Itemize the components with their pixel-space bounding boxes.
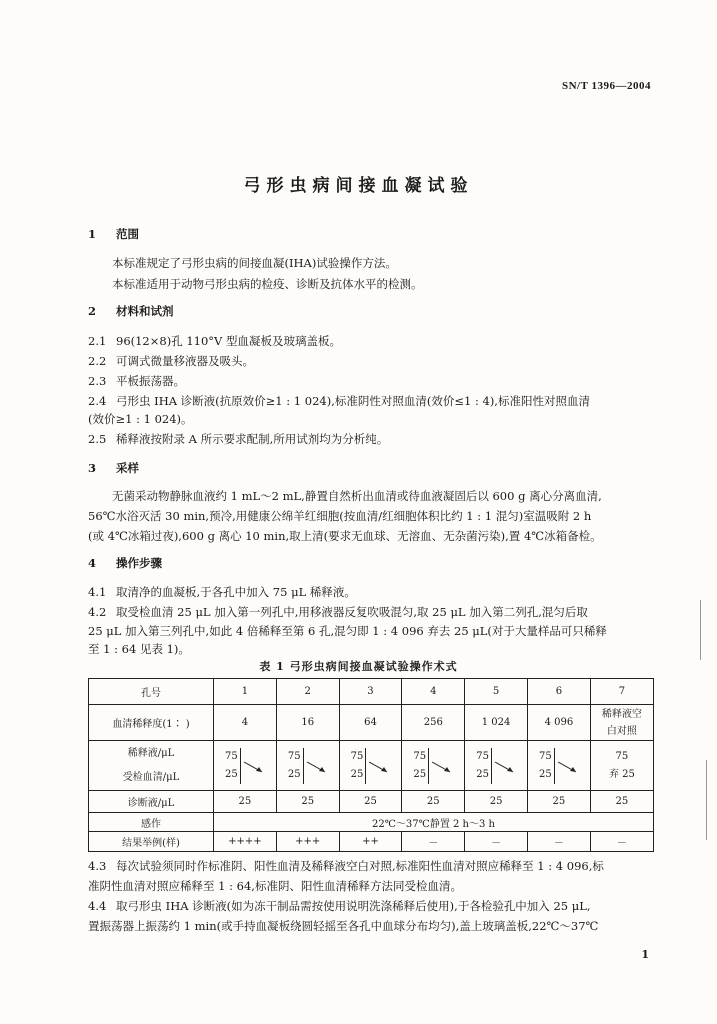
item-4-4-cont: 置振荡器上振荡约 1 min(或手持血凝板绕圆轻摇至各孔中血球分布均匀),盖上玻璃盖板,22℃～37℃: [88, 919, 599, 933]
table-row: [89, 705, 654, 741]
operation-table: [88, 678, 654, 852]
table-cell: [590, 741, 653, 791]
table-row: [89, 791, 654, 813]
section-2-heading: 2 材料和试剂: [88, 304, 174, 318]
section-3-line-3: (或 4℃冰箱过夜),600 g 离心 10 min,取上清(要求无血球、无溶血、无杂菌污染),置 4℃冰箱备检。: [88, 529, 602, 543]
discard-value-7: 弃 25: [608, 768, 635, 780]
table-cell: 75 25: [214, 741, 277, 791]
scan-edge-line: [700, 600, 701, 660]
table-cell: －: [402, 832, 465, 852]
standard-number: SN/T 1396—2004: [561, 80, 651, 92]
scan-edge-line: [706, 760, 707, 840]
table-cell: 16: [276, 705, 339, 741]
section-3-heading: 3 采样: [88, 461, 139, 475]
table-cell: －: [590, 832, 653, 852]
table-cell: +++: [276, 832, 339, 852]
document-title: 弓形虫病间接血凝试验: [243, 176, 474, 196]
section-3-line-1: 无菌采动物静脉血液约 1 mL～2 mL,静置自然析出血清或待血液凝固后以 600 g 离心分离血清,: [112, 489, 602, 503]
table-cell: 6: [527, 679, 590, 705]
table-cell: 25: [339, 791, 402, 813]
table-cell: －: [465, 832, 528, 852]
item-4-2-cont-1: 25 μL 加入第三列孔中,如此 4 倍稀释至第 6 孔,混匀即 1 : 4 096 弃去 25 μL(对于大量样品可只稀释: [88, 624, 607, 638]
table-cell: 4 096: [527, 705, 590, 741]
table-cell: 感作: [89, 813, 214, 832]
table-cell: －: [527, 832, 590, 852]
diluent-value-7: 75: [615, 750, 629, 762]
table-cell: 64: [339, 705, 402, 741]
item-4-2-cont-2: 至 1 : 64 见表 1)。: [88, 642, 190, 656]
table-cell: 75 25: [339, 741, 402, 791]
item-4-3: 4.3 每次试验须同时作标准阴、阳性血清及稀释液空白对照,标准阳性血清对照应稀释至 1 : 4 096,标: [88, 859, 604, 873]
section-1-para-1: 本标准规定了弓形虫病的间接血凝(IHA)试验操作方法。: [112, 256, 397, 270]
item-4-3-cont: 准阴性血清对照应稀释至 1 : 64,标准阴、阳性血清稀释方法同受检血清。: [88, 879, 462, 893]
section-3-line-2: 56℃水浴灭活 30 min,预冷,用健康公绵羊红细胞(按血清/红细胞体积比约 1 : 1 混匀)室温吸附 2 h: [88, 509, 592, 523]
table-caption: 表 1 弓形虫病间接血凝试验操作术式: [259, 660, 458, 673]
item-4-2: 4.2 取受检血清 25 μL 加入第一列孔中,用移液器反复吹吸混匀,取 25 μL 加入第二列孔,混匀后取: [88, 605, 588, 619]
table-cell: 25: [590, 791, 653, 813]
table-cell: 4: [402, 679, 465, 705]
section-4-heading: 4 操作步骤: [88, 556, 162, 570]
blank-control-label-1: 稀释液空: [601, 708, 642, 720]
transfer-arrow-icon: [368, 756, 390, 776]
table-cell: 1: [214, 679, 277, 705]
table-cell: 7: [590, 679, 653, 705]
table-cell: 2: [276, 679, 339, 705]
table-row: [89, 741, 654, 791]
page-number: 1: [641, 948, 649, 961]
table-cell: 4: [214, 705, 277, 741]
table-row: [89, 679, 654, 705]
table-cell: 25: [465, 791, 528, 813]
table-cell: 75 25: [276, 741, 339, 791]
table-cell: ++++: [214, 832, 277, 852]
item-2-1: 2.1 96(12×8)孔 110°V 型血凝板及玻璃盖板。: [88, 334, 342, 348]
table-row: [89, 813, 654, 832]
table-cell: 75 25: [527, 741, 590, 791]
item-4-1: 4.1 取清净的血凝板,于各孔中加入 75 μL 稀释液。: [88, 585, 356, 599]
table-cell: 结果举例(样): [89, 832, 214, 852]
table-cell: [590, 705, 653, 741]
item-2-2: 2.2 可调式微量移液器及吸头。: [88, 354, 254, 368]
section-1-para-2: 本标准适用于动物弓形虫病的检疫、诊断及抗体水平的检测。: [112, 277, 423, 291]
transfer-arrow-icon: [306, 756, 328, 776]
table-cell: 25: [276, 791, 339, 813]
table-cell: 25: [402, 791, 465, 813]
table-cell: 25: [527, 791, 590, 813]
table-cell: 血清稀释度(1∶ ): [89, 705, 214, 741]
table-cell: 22℃～37℃静置 2 h～3 h: [214, 813, 654, 832]
transfer-arrow-icon: [243, 756, 265, 776]
table-cell: 诊断液/μL: [89, 791, 214, 813]
table-cell: ++: [339, 832, 402, 852]
table-cell: [89, 741, 214, 791]
table-cell: 256: [402, 705, 465, 741]
table-cell: 75 25: [465, 741, 528, 791]
table-cell: 25: [214, 791, 277, 813]
blank-control-label-2: 白对照: [606, 725, 637, 737]
table-cell: 75 25: [402, 741, 465, 791]
table-cell: 5: [465, 679, 528, 705]
table-cell: 孔号: [89, 679, 214, 705]
table-cell: 3: [339, 679, 402, 705]
table-row: [89, 832, 654, 852]
serum-label: 受检血清/μL: [122, 771, 180, 783]
item-2-3: 2.3 平板振荡器。: [88, 374, 185, 388]
diluent-label: 稀释液/μL: [127, 747, 175, 759]
transfer-arrow-icon: [494, 756, 516, 776]
item-4-4: 4.4 取弓形虫 IHA 诊断液(如为冻干制品需按使用说明洗涤稀释后使用),于各检验孔中加入 25 μL,: [88, 899, 591, 913]
item-2-4: 2.4 弓形虫 IHA 诊断液(抗原效价≥1 : 1 024),标准阴性对照血清(效价≤1 : 4),标准阳性对照血清: [88, 394, 590, 408]
transfer-arrow-icon: [431, 756, 453, 776]
transfer-arrow-icon: [557, 756, 579, 776]
item-2-5: 2.5 稀释液按附录 A 所示要求配制,所用试剂均为分析纯。: [88, 432, 389, 446]
item-2-4-cont: (效价≥1 : 1 024)。: [88, 412, 193, 426]
section-1-heading: 1 范围: [88, 227, 139, 241]
table-cell: 1 024: [465, 705, 528, 741]
